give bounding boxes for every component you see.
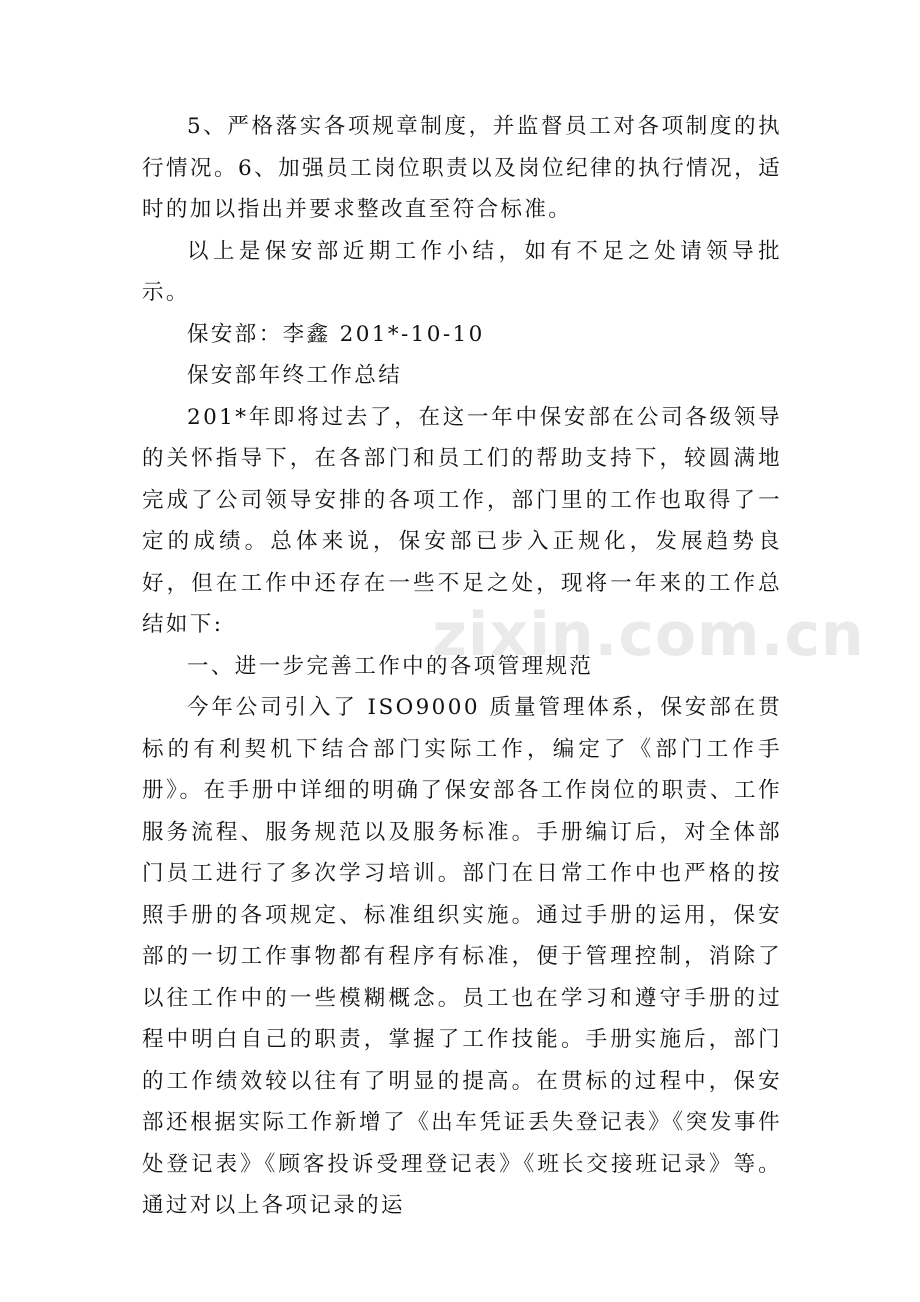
- paragraph-signature: 保安部：李鑫 201*-10-10: [187, 321, 485, 347]
- paragraph-section-title: 保安部年终工作总结: [187, 363, 403, 388]
- paragraph-iso-body: 今年公司引入了 ISO9000 质量管理体系，保安部在贯标的有利契机下结合部门实际工作，编定了《部门工作手册》。在手册中详细的明确了保安部各工作岗位的职责、工作服务流程、服务规范以及服务标准。手册编订后，对全体部门员工进行了多次学习培训。部门在日常工作中也严格的按照手册的各项规定、标准组织实施。通过手册的运用，保安部的一切工作事物都有程序有标准，便于管理控制，消除了以往工作中的一些模糊概念。员工也在学习和遵守手册的过程中明白自己的职责，掌握了工作技能。手册实施后，部门的工作绩效较以往有了明显的提高。在贯标的过程中，保安部还根据实际工作新增了《出车凭证丢失登记表》《突发事件处登记表》《顾客投诉受理登记表》《班长交接班记录》等。通过对以上各项记录的运: [142, 695, 782, 1218]
- paragraph-heading-one: 一、进一步完善工作中的各项管理规范: [187, 653, 594, 679]
- paragraph-intro: 201*年即将过去了，在这一年中保安部在公司各级领导的关怀指导下，在各部门和员工们的帮助支持下，较圆满地完成了公司领导安排的各项工作，部门里的工作也取得了一定的成绩。总体来说，保安部已步入正规化，发展趋势良好，但在工作中还存在一些不足之处，现将一年来的工作总结如下:: [142, 404, 782, 637]
- document-body: [142, 106, 782, 1227]
- paragraph-rules-item: 5、严格落实各项规章制度，并监督员工对各项制度的执行情况。6、加强员工岗位职责以及岗位纪律的执行情况，适时的加以指出并要求整改直至符合标准。: [142, 114, 782, 222]
- paragraph-closing-remark: 以上是保安部近期工作小结，如有不足之处请领导批示。: [142, 238, 782, 305]
- watermark: zixin.com.cn: [432, 600, 865, 670]
